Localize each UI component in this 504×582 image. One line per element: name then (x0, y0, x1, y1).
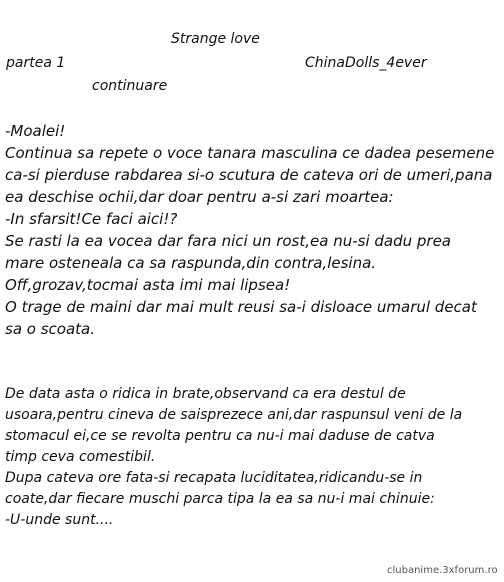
site-watermark: clubanime.3xforum.ro (384, 565, 501, 576)
story-line: Off,grozav,tocmai asta imi mai lipsea! (5, 276, 291, 294)
story-line: ea deschise ochii,dar doar pentru a-si zari moartea: (5, 188, 394, 206)
story-line: -Moalei! (5, 122, 66, 140)
story-line: Se rasti la ea vocea dar fara nici un rost,ea nu-si dadu prea (5, 232, 451, 250)
story-line: usoara,pentru cineva de saisprezece ani,dar raspunsul veni de la (5, 407, 463, 423)
continuation-label: continuare (92, 78, 168, 94)
story-line: stomacul ei,ce se revolta pentru ca nu-i mai daduse de catva (5, 428, 435, 444)
story-line: -U-unde sunt.... (5, 512, 114, 528)
story-line: -In sfarsit!Ce faci aici!? (5, 210, 178, 228)
story-line: O trage de maini dar mai mult reusi sa-i disloace umarul decat (5, 298, 477, 316)
story-line: mare osteneala ca sa raspunda,din contra,lesina. (5, 254, 377, 272)
part-label: partea 1 (6, 55, 66, 71)
story-title: Strange love (171, 31, 260, 47)
story-line: timp ceva comestibil. (5, 449, 156, 465)
author-name: ChinaDolls_4ever (305, 55, 427, 71)
story-line: De data asta o ridica in brate,observand ca era destul de (5, 386, 406, 402)
story-paragraph-1 (5, 120, 501, 340)
story-line: coate,dar fiecare muschi parca tipa la ea sa nu-i mai chinuie: (5, 491, 435, 507)
story-line: ca-si pierduse rabdarea si-o scutura de cateva ori de umeri,pana (5, 166, 493, 184)
story-line: sa o scoata. (5, 320, 95, 338)
story-line: Continua sa repete o voce tanara masculina ce dadea pesemene (5, 144, 495, 162)
story-line: Dupa cateva ore fata-si recapata luciditatea,ridicandu-se in (5, 470, 423, 486)
story-paragraph-2 (5, 384, 501, 531)
